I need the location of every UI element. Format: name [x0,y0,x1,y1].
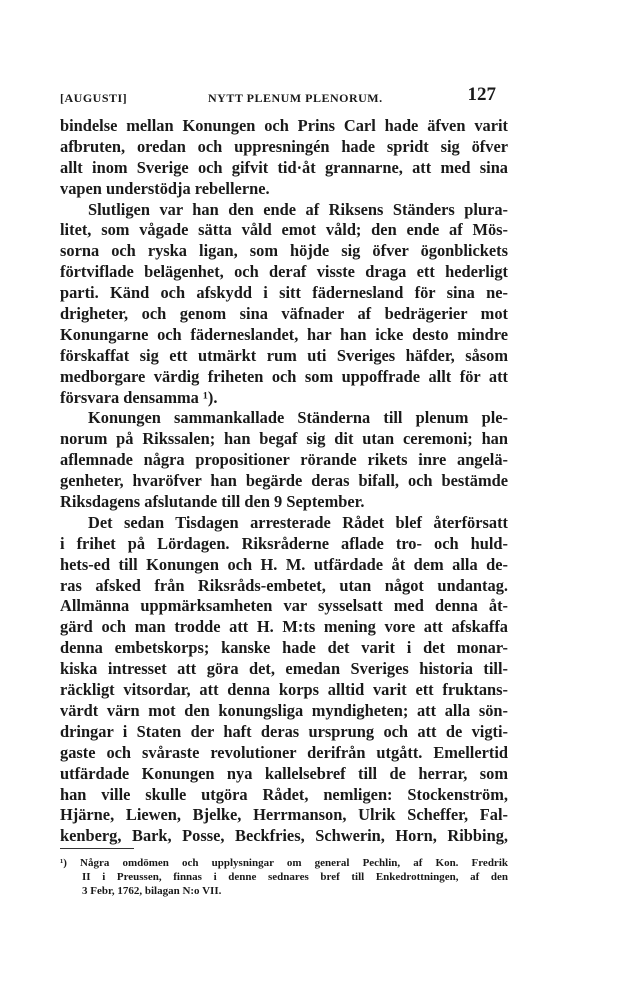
page-number: 127 [467,84,496,105]
text-line: förskaffat sig ett utmärkt rum uti Sveriges häfder, såsom [60,345,508,365]
text-line: ras afsked från Riksråds-embetet, utan något undantag. [60,575,508,595]
text-line: Allmänna uppmärksamheten var sysselsatt med denna åt- [60,596,508,616]
header-title: NYTT PLENUM PLENORUM. [208,91,383,105]
text-line: allt inom Sverige och gifvit tid·åt grannarne, att med sina [60,157,508,177]
text-line: litet, som vågade sätta våld emot våld; den ende af Mös- [60,220,508,240]
text-line: räckligt vitsordar, att denna korps alltid varit ett fruktans- [60,680,508,700]
text-line: gaste och svåraste revolutioner derifrån utgått. Emellertid [60,742,508,762]
text-line: Slutligen var han den ende af Riksens Ständers plura- [88,199,508,219]
text-line: medborgare värdig friheten och som uppoffrade allt för att [60,366,508,386]
header-month: [AUGUSTI] [60,91,128,105]
text-line: Det sedan Tisdagen arresterade Rådet blef återförsatt [88,512,508,532]
text-line: aflemnade några propositioner rörande rikets inre angelä- [60,450,508,470]
footnote-line: II i Preussen, finnas i denne sednares bref till Enkedrottningen, af den [82,871,508,883]
footnote-divider [60,848,134,849]
text-line: försvara densamma ¹). [60,387,218,407]
text-line: kiska intresset att göra det, emedan Sveriges historia till- [60,659,508,679]
text-line: Hjärne, Liewen, Bjelke, Herrmanson, Ulrik Scheffer, Fal- [60,805,508,825]
text-line: dringar i Staten der haft deras ursprung och att de vigti- [60,721,508,741]
running-header [60,84,496,110]
text-line: drigheter, och genom sina väfnader af bedrägerier mot [60,304,508,324]
text-line: hets-ed till Konungen och H. M. utfärdade åt dem alla de- [60,554,508,574]
text-line: kenberg, Bark, Posse, Beckfries, Schwerin, Horn, Ribbing, [60,826,508,846]
text-line: i frihet på Lördagen. Riksråderne aflade tro- och huld- [60,533,508,553]
text-line: vapen understödja rebellerne. [60,178,270,198]
text-line: afbruten, oredan och uppresningén hade spridt sig öfver [60,136,508,156]
text-line: Konungen sammankallade Ständerna till plenum ple- [88,408,508,428]
text-line: sorna och ryska ligan, som höjde sig öfver ögonblickets [60,241,508,261]
text-line: parti. Känd och afskydd i sitt fädernesland för sina ne- [60,283,508,303]
text-line: han ville skulle utgöra Rådet, nemligen: Stockenström, [60,784,508,804]
text-line: utfärdade Konungen nya kallelsebref till de herrar, som [60,763,508,783]
footnote [60,856,508,898]
text-line: Konungarne och fäderneslandet, har han icke desto mindre [60,324,508,344]
text-line: Riksdagens afslutande till den 9 September. [60,492,365,512]
text-line: värdt värn mot den konungsliga myndigheten; att alla sön- [60,700,508,720]
footnote-line: 3 Febr, 1762, bilagan N:o VII. [82,885,222,897]
footnote-line: ¹) Några omdömen och upplysningar om general Pechlin, af Kon. Fredrik [60,857,508,869]
body-text [60,116,508,847]
text-line: genheter, hvaröfver han begärde deras bifall, och bestämde [60,471,508,491]
text-line: bindelse mellan Konungen och Prins Carl hade äfven varit [60,116,508,135]
text-line: norum på Rikssalen; han begaf sig dit utan ceremoni; han [60,429,508,449]
text-line: denna embetskorps; kanske hade det varit i det monar- [60,638,508,658]
text-line: förtviflade belägenhet, och deraf visste draga ett hederligt [60,262,508,282]
text-line: gärd och man trodde att H. M:ts mening vore att afskaffa [60,617,508,637]
